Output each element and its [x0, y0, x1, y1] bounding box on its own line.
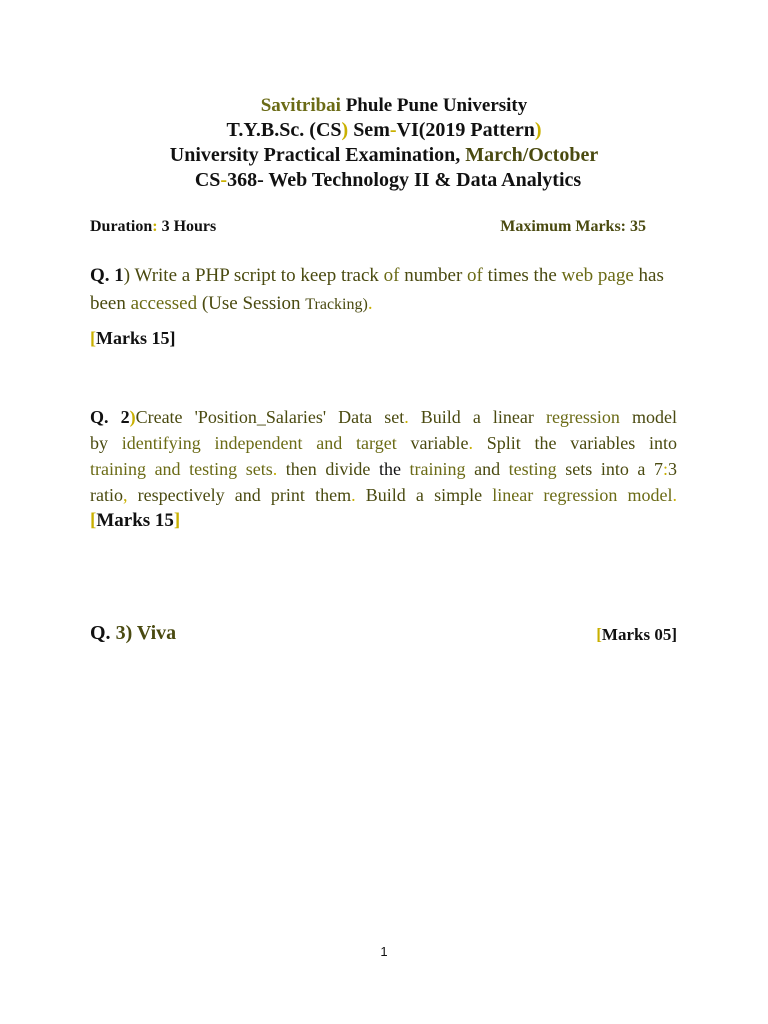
q2-l4-segment: ratio	[90, 485, 123, 505]
q2-l4-segment: ,	[123, 485, 128, 505]
q2-l2-segment: .	[468, 433, 487, 453]
q2-l4-segment: .	[672, 485, 678, 505]
q2-l3-segment: training	[409, 459, 466, 479]
q2-l1-segment: Create 'Position_Salaries' Data set	[135, 407, 405, 427]
q2-line-3	[90, 456, 677, 482]
q2-l3-segment: sets into a 7	[556, 459, 663, 479]
q2-l1-segment: model	[619, 407, 677, 427]
q2-line-2	[90, 430, 677, 456]
q2-l1-segment: .	[404, 407, 421, 427]
q2-l4-segment: Build a simple	[365, 485, 493, 505]
q2-l3-segment: training and testing sets	[90, 459, 273, 479]
exam-header	[0, 93, 768, 193]
q2-l3-segment: then divide	[285, 459, 379, 479]
q2-l2-segment: variable	[410, 433, 469, 453]
q2-l2-segment: by	[90, 433, 122, 453]
q2-line-1: Q. 2)Create 'Position_Salaries' Data set. Build a linear regression model	[90, 407, 677, 427]
subject-line: CS-368- Web Technology II & Data Analytics	[194, 169, 582, 191]
question-1: Q. 1) Write a PHP script to keep track of number of times the web page has been accessed (Use Session Tracking).	[90, 265, 664, 314]
q2-l3-segment: and	[465, 459, 509, 479]
maximum-marks: Maximum Marks: 35	[500, 218, 646, 235]
question-2	[90, 404, 677, 534]
question-3-marks: [Marks 05]	[596, 625, 677, 644]
q2-l4-segment: respectively and print them	[127, 485, 352, 505]
q2-l2-segment: Split the variables into	[486, 433, 678, 453]
q2-line-4	[90, 482, 677, 508]
q2-l4-segment: linear regression model	[492, 485, 673, 505]
q2-l3-segment: 3	[668, 459, 677, 479]
university-name: Savitribai Phule Pune University	[260, 95, 528, 116]
q2-l3-segment: .	[272, 459, 286, 479]
page-number: 1	[380, 944, 388, 959]
q2-l2-segment: identifying	[121, 433, 201, 453]
q2-l4-segment: .	[351, 485, 366, 505]
question-1-marks: [Marks 15]	[90, 328, 176, 348]
question-3: Q. 3) Viva [Marks 05]	[90, 622, 677, 644]
q2-l3-segment: testing	[508, 459, 557, 479]
exam-line: University Practical Examination, March/October	[169, 144, 599, 166]
duration: Duration: 3 Hours	[90, 218, 217, 235]
q2-l1-segment: regression	[545, 407, 620, 427]
q2-l3-segment: the	[378, 459, 410, 479]
course-line: T.Y.B.Sc. (CS) Sem-VI(2019 Pattern)	[226, 119, 542, 141]
question-2-marks: [Marks 15]	[90, 510, 181, 531]
q2-l1-segment: Build a linear	[420, 407, 546, 427]
q2-l3-segment: :	[662, 459, 668, 479]
q2-l2-segment: independent and target	[200, 433, 411, 453]
